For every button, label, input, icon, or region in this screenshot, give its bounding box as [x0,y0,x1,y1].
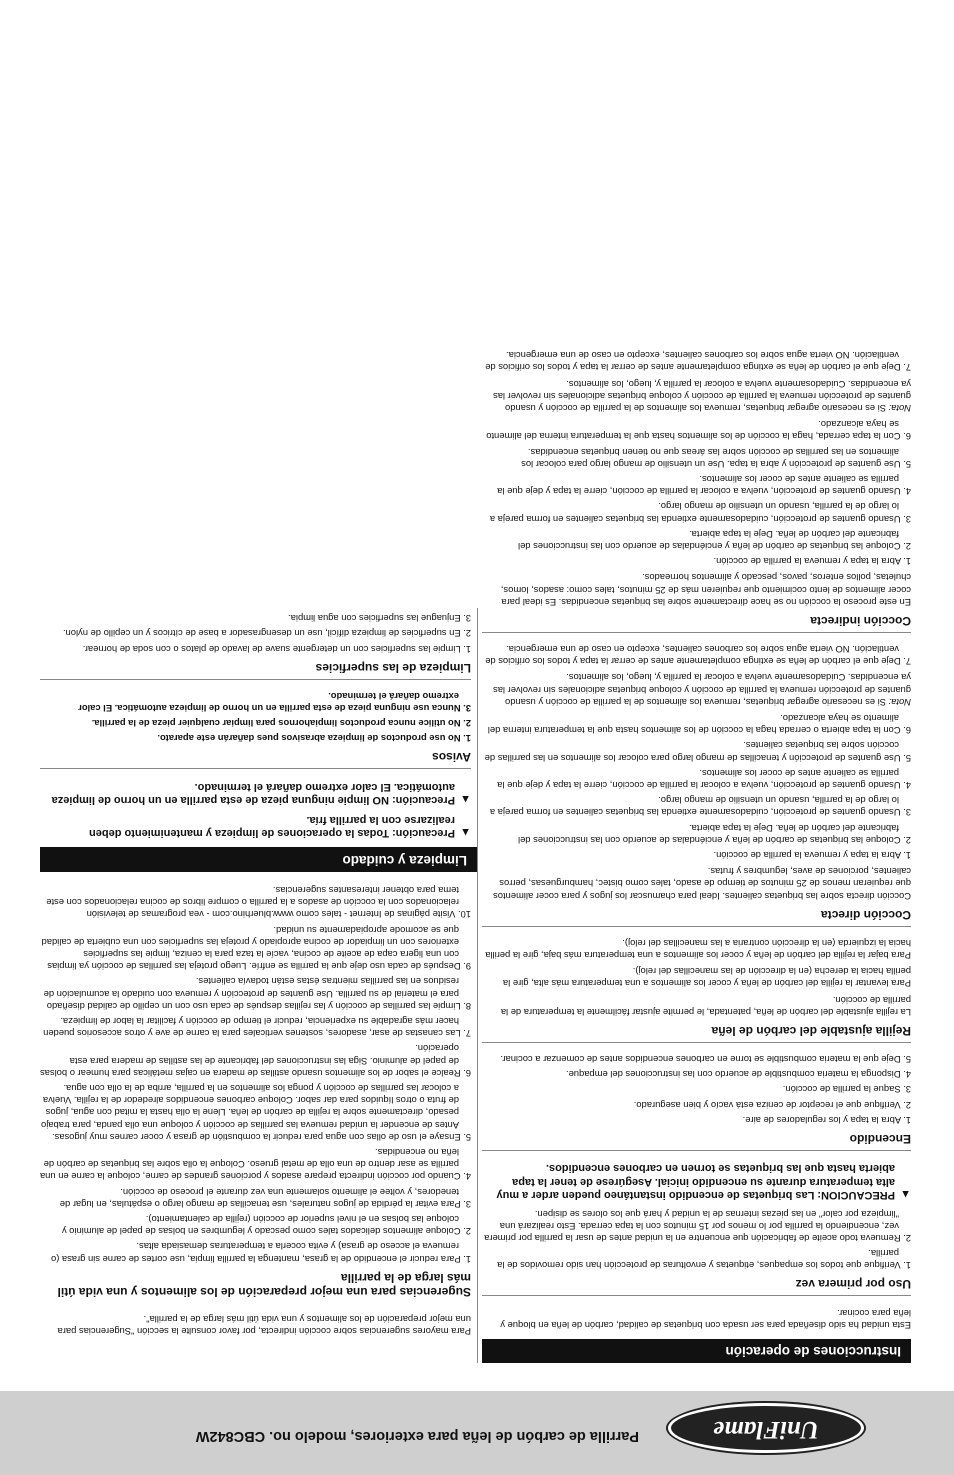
paragraph: La rejilla ajustable del carbón de leña, patentada, le permite ajustar fácilmente la temperatura de la parrilla de cocción. [500,994,911,1018]
list-item: 2. Remueva todo aceite de fabricación que encuentre en la unidad antes de usar la parrilla por primera vez, encendiendo la parrilla por lo menos por 15 minutos con la tapa cerrada. Esto realizará una "limpieza por calor" en las piezas internas de la unidad y hará que los olores se disipen. [484,1208,911,1244]
cleaning-bar [40,848,477,872]
list-item: 6. Con la tapa cerrada, haga la cocción de los alimentos hasta que la temperatura interna del alimento se haya alcanzado. [486,419,911,443]
list-item: 6. Realce el sabor de los alimentos usando astillas de madera en cajas metálicas para humear o bolsas de papel de aluminio. Siga las instrucciones del fabricante de las astillas de madera para esta operación. [40,1043,471,1079]
list-item: 3. Enjuague las superficies con agua limpia. [288,613,471,625]
bar-spacer [40,1337,471,1363]
cleaning-warning-1: ▲ Precaución: Todas la operaciones de limpieza y mantenimiento deben realizarse con la parrilla fría. [89,814,471,840]
list-item: 3. Para evitar la pérdida de jugos naturales, use tenacillas de mango largo o espátulas, en lugar de tenedores, y voltee el alimento solamente una vez durante el proceso de cocción. [59,1186,471,1210]
intro-paragraph: Para mayores sugerencias sobre cocción indirecta, por favor consulte la sección "Sugerencias para una mejor preparación de los alimentos y una vida útil más larga de la parrilla". [57,1313,471,1337]
list-item: 1. No use productos de limpieza abrasivos pues dañarán este aparato. [157,733,471,745]
ignition-heading: Encendido [482,1132,911,1151]
note-paragraph: Nota: Si es necesario agregar briquetas, remueva los alimentos de la parrilla de cocción y usando guantes de protección remueva la parrilla de cocción y coloque briquetas adicionales sin revolver las ya encendidas. Cuidadosamente vuelva a colocar la parrilla y, luego, los alimentos. [493,378,911,414]
list-item: 4. Usando guantes de protección, vuelva a colocar la parrilla de cocción, cierre la tapa y deje que la parrilla se caliente antes de cocer los alimentos. [497,473,911,498]
direct-cooking-list-end [482,643,911,667]
paragraph: En este proceso la cocción no se hace directamente sobre las briquetas encendidas. Es ideal para cocer alimentos de lento cocimiento que requieren más de 25 minutos, tales como: asados, lomos, chuletas, pollos enteros, pavos, pescado y alimentos horneados. [500,572,911,608]
intro-paragraph: Esta unidad ha sido diseñada para ser usada con briquetas de calidad, carbón de leña en bloque y leña para cocinar. [500,1307,911,1331]
notices-heading: Avisos [40,751,471,770]
list-item: 7. Las canastas de asar, asadores, sostenes verticales para la carne de ave y otros accesorios pueden hacer más agradable su experiencia, reducir el tiempo de cocción y facilitar la labor de limpieza. [43,1015,471,1040]
list-item: 2. Coloque alimentos delicados tales como pescado y legumbres en bolsas de papel de aluminio y coloque las bolsas en el nivel superior de cocción (rejilla de calentamiento). [61,1213,471,1238]
adjustable-grate-heading: Rejilla ajustable del carbón de leña [482,1024,911,1043]
paragraph: Cocción directa sobre las briquetas calientes. Ideal para chamuscar los jugos y para cocer alimentos que requieran menos de 25 minutos de tiempo de asado, tales como bistec, hamburguesas, perros calientes, porciones de aves, legumbres y frutas. [493,866,911,902]
notices-list [40,690,471,745]
list-item: 1. Abra la tapa y remueva la parrilla de cocción. [713,556,911,568]
list-item: 3. Usando guantes de protección, cuidadosamente extienda las briquetas calientes en forma pareja a lo largo de la parrilla, usando un utensilio de mango largo. [489,501,911,525]
list-item: 3. Usando guantes de protección, cuidadosamente extienda las briquetas calientes en forma pareja a lo largo de la parrilla, usando un utensilio de mango largo. [489,795,911,819]
direct-cooking-list [482,712,911,861]
direct-cooking-heading: Cocción directa [482,908,911,927]
list-item: 4. Cuando por cocción indirecta prepare asados y porciones grandes de carne, coloque la carne en una parrilla se asar dentro de una olla de metal grueso. Coloque la olla sobre las briquetas de carbón de leña no encendidas. [39,1146,471,1183]
first-use-heading: Uso por primera vez [482,1277,911,1296]
warning-icon: ▲ [900,1188,911,1201]
list-item: 3. Nunca use ninguna pieza de esta parrilla en un horno de limpieza automática. El calor extremo dañará el terminado. [78,690,471,715]
right-column [40,608,478,1363]
list-item: 7. Deje que el carbón de leña se extinga completamente antes de cerrar la tapa y todos los orificios de ventilación. NO vierta agua sobre los carbones calientes, excepto en caso de una emergencia. [485,350,911,374]
list-item: 2. En superficies de limpieza difícil, use un desengrasador a base de cítricos y un cepillo de nylon. [62,628,471,640]
indirect-cooking-list [482,418,911,567]
operating-instructions-title: Instrucciones de operación [725,1344,901,1359]
note-label: Nota: [888,402,911,414]
surfaces-heading: Limpieza de las superficies [40,661,471,680]
warning-icon: ▲ [460,826,471,839]
list-item: 5. Use guantes de protección y tenacillas de mango largo para colocar los alimentos en las parrillas de cocción sobre las briquetas calientes. [484,740,911,764]
document-title: Parrilla de carbón de leña para exteriores, modelo no. CBC842W [195,1428,639,1444]
first-use-list [482,1207,911,1271]
indirect-cooking-heading: Cocción indirecta [482,614,911,633]
cleaning-warning-2: ▲ Precaución: NO limpie ninguna pieza de esta parrilla en un horno de limpieza automática. El calor extremo dañará el terminado. [51,781,471,807]
list-item: 2. Coloque las briquetas de carbón de leña y enciéndalas de acuerdo con las instrucciones del fabricante del carbón de leña. Deje la tapa abierta. [518,822,911,846]
suggestions-heading: Sugerencias para una mejor preparación de los alimentos y una vida útil más larga de la parrilla [57,1270,471,1299]
list-item: 10. Visite páginas de Internet - tales como www.bluerhino.com - vea programas de televisión relacionados con la cocción de asados a la parrilla o compre libros de cocina relacionados con este tema para obtener interesantes sugerencias. [46,884,471,921]
list-item: 2. Verifique que el receptor de ceniza está vacío y bien asegurado. [633,1099,911,1111]
list-item: 5. Ensaye el uso de ollas con agua para reducir la combustión de grasa y cocer carnes muy jugosas. Antes de encender la unidad remueva las parrillas de cocción y coloque una olla panda, para trabajo pesado, directamente sobre la rejilla de carbón de leña. Llene la olla hasta la mitad con agua, jugos de fruta o otros líquidos para dar sabor. Coloque carbones encendidos alrededor de la rejilla. Vuelva a colocar las parrillas de cocción y ponga los alimentos en la parrilla, arriba de la olla con agua. [41,1082,471,1143]
list-item: 2. Coloque las briquetas de carbón de leña y enciéndalas de acuerdo con las instrucciones del fabricante del carbón de leña. Deje la tapa abierta. [518,528,911,552]
ignition-list [482,1053,911,1126]
suggestions-list [40,884,471,1265]
surfaces-list [40,612,471,655]
list-item: 2. No utilice nunca productos limpiahornos para limpiar cualquier pieza de la parrilla. [91,718,471,730]
list-item: 4. Disponga la materia combustible de acuerdo con las instrucciones del empaque. [566,1069,911,1081]
list-item: 6. Con la tapa abierta o cerrada haga la cocción de los alimentos hasta que la temperatura interna del alimento se haya alcanzado. [487,713,911,737]
warning-icon: ▲ [460,793,471,806]
list-item: 4. Usando guantes de protección, vuelva a colocar la parrilla de cocción, cierre la tapa y deje que la parrilla se caliente antes de cocer los alimentos. [497,767,911,792]
list-item: 5. Deje que la materia combustible se torne en carbones encendidos antes de comenzar a cocinar. [500,1054,911,1066]
header-bar [0,1391,954,1475]
list-item: 1. Abra la tapa y los reguladores de aire. [742,1114,911,1126]
list-item: 7. Deje que el carbón de leña se extinga completamente antes de cerrar la tapa y todos los orificios de ventilación. NO vierta agua sobre los carbones calientes, excepto en caso de una emergencia. [485,643,911,668]
paragraph: Para bajar la rejilla del carbón de leña y cocer los alimentos a una temperatura más baja, gire la perilla hacia la izquierda (en la dirección contraria a las manecillas del reloj). [485,937,911,962]
list-item: 9. Después de cada uso deje que la parrilla se enfríe. Luego proteja las parrillas de cocción ya limpias con una ligera capa de aceite de cocina, vacíe la taza para la ceniza, limpie las superficies exteriores con un limpiador de cocina apropiado y proteja las superficies con una cubierta de calidad que se acomode apropiadamente su unidad. [41,924,471,973]
indirect-cooking-list-end [482,349,911,373]
list-item: 1. Para reducir el encendido de la grasa, mantenga la parrilla limpia, use cortes de carne sin grasa (o remueva el acceso de grasa) y evita cocerla a temperaturas demasiada altas. [50,1241,471,1265]
uniflame-logo: UniFlame [668,1403,864,1453]
paragraph: Para levantar la rejilla del carbón de leña y cocer los alimentos a una temperatura más alta, gire la perilla hacia la derecha (en la dirección de las manecillas del reloj). [502,966,911,990]
list-item: 1. Verifique que todos los empaques, etiquetas y envolturas de protección han sido removidos de la parrilla. [497,1248,911,1272]
list-item: 8. Limpie las parrillas de cocción y las rejillas después de cada uso con un cepillo de calidad diseñado para el material de su parrilla. Use guantes de protección y remueva con cuidado la acumulación de residuos en las parrillas mientras éstas están todavía calientes. [43,976,471,1012]
list-item: 1. Limpie las superficies con un detergente suave de lavado de platos o con soda de hornear. [82,643,471,655]
note-paragraph: Nota: Si es necesario agregar briquetas, remueva los alimentos de la parrilla de cocción y usando guantes de protección remueva la parrilla de cocción y coloque briquetas adicionales sin revolver las ya encendidas. Cuidadosamente vuelva a colocar la parrilla y, luego, los alimentos. [493,672,911,708]
list-item: 1. Abra la tapa y remueva la parrilla de cocción. [713,850,911,862]
note-label: Nota: [888,696,911,708]
list-item: 3. Saque la parrilla de cocción. [782,1084,911,1096]
first-use-warning: ▲ PRECAUCION: Las briquetas de encendido instantáneo pueden arder a muy alta temperatura durante su encendido inicial. Asegúrese de tener la tapa abierta hasta que las briquetas se tornen en carbones encendidos. [496,1162,911,1202]
list-item: 5. Use guantes de protección y abra la tapa. Use un utensilio de mango largo para colocar los alimentos en las parrillas de cocción sobre las áreas que no tienen briquetas encendidas. [521,446,911,470]
cleaning-title: Limpieza y cuidado [342,852,467,868]
operating-instructions-bar [482,1339,911,1363]
left-column [482,345,911,1363]
